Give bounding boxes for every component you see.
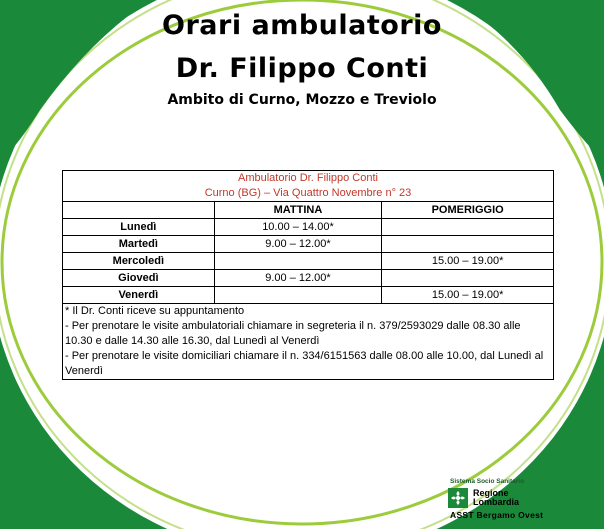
morning-hours	[214, 287, 382, 304]
table-row	[63, 287, 554, 304]
day-label: Lunedì	[63, 219, 215, 236]
morning-hours	[214, 253, 382, 270]
note-home-booking: - Per prenotare le visite domiciliari chiamare il n. 334/6151563 dalle 08.00 alle 10.00, dal Lunedì al Venerdì	[65, 350, 544, 377]
morning-hours: 9.00 – 12.00*	[214, 236, 382, 253]
logo-name-line2: Lombardia	[473, 497, 520, 507]
doctor-name: Dr. Filippo Conti	[175, 53, 429, 84]
clinic-name: Ambulatorio Dr. Filippo Conti	[237, 172, 378, 184]
day-label: Mercoledì	[63, 253, 215, 270]
column-header-morning: MATTINA	[214, 202, 382, 219]
day-label: Venerdì	[63, 287, 215, 304]
morning-hours: 10.00 – 14.00*	[214, 219, 382, 236]
afternoon-hours	[382, 236, 554, 253]
empty-corner-cell	[63, 202, 215, 219]
day-label: Martedì	[63, 236, 215, 253]
area-subtitle: Ambito di Curno, Mozzo e Treviolo	[167, 92, 437, 108]
afternoon-hours	[382, 270, 554, 287]
logo-tagline: Sistema Socio Sanitario	[450, 478, 525, 485]
column-header-row	[63, 202, 554, 219]
logo-asst: ASST Bergamo Ovest	[450, 510, 544, 520]
note-clinic-booking: - Per prenotare le visite ambulatoriali chiamare in segreteria il n. 379/2593029 dalle 08.30 alle 10.30 e dalle 14.30 alle 16.30, dal Lunedì al Venerdì	[65, 320, 521, 347]
column-header-afternoon: POMERIGGIO	[382, 202, 554, 219]
table-row	[63, 270, 554, 287]
table-row	[63, 219, 554, 236]
lombardia-rose-icon	[448, 488, 468, 508]
note-appointment: * Il Dr. Conti riceve su appuntamento	[65, 305, 245, 317]
day-label: Giovedì	[63, 270, 215, 287]
table-row	[63, 236, 554, 253]
page-title: Orari ambulatorio	[162, 10, 442, 41]
notes-row	[63, 304, 554, 380]
afternoon-hours: 15.00 – 19.00*	[382, 287, 554, 304]
table-header-row	[63, 171, 554, 202]
logo-name-line1: Regione	[473, 488, 509, 498]
morning-hours: 9.00 – 12.00*	[214, 270, 382, 287]
asst-logo	[448, 478, 560, 520]
table-header	[63, 171, 554, 202]
table-row	[63, 253, 554, 270]
notes-cell	[63, 304, 554, 380]
afternoon-hours	[382, 219, 554, 236]
clinic-address: Curno (BG) – Via Quattro Novembre n° 23	[204, 187, 412, 199]
schedule-table	[62, 170, 554, 380]
afternoon-hours: 15.00 – 19.00*	[382, 253, 554, 270]
